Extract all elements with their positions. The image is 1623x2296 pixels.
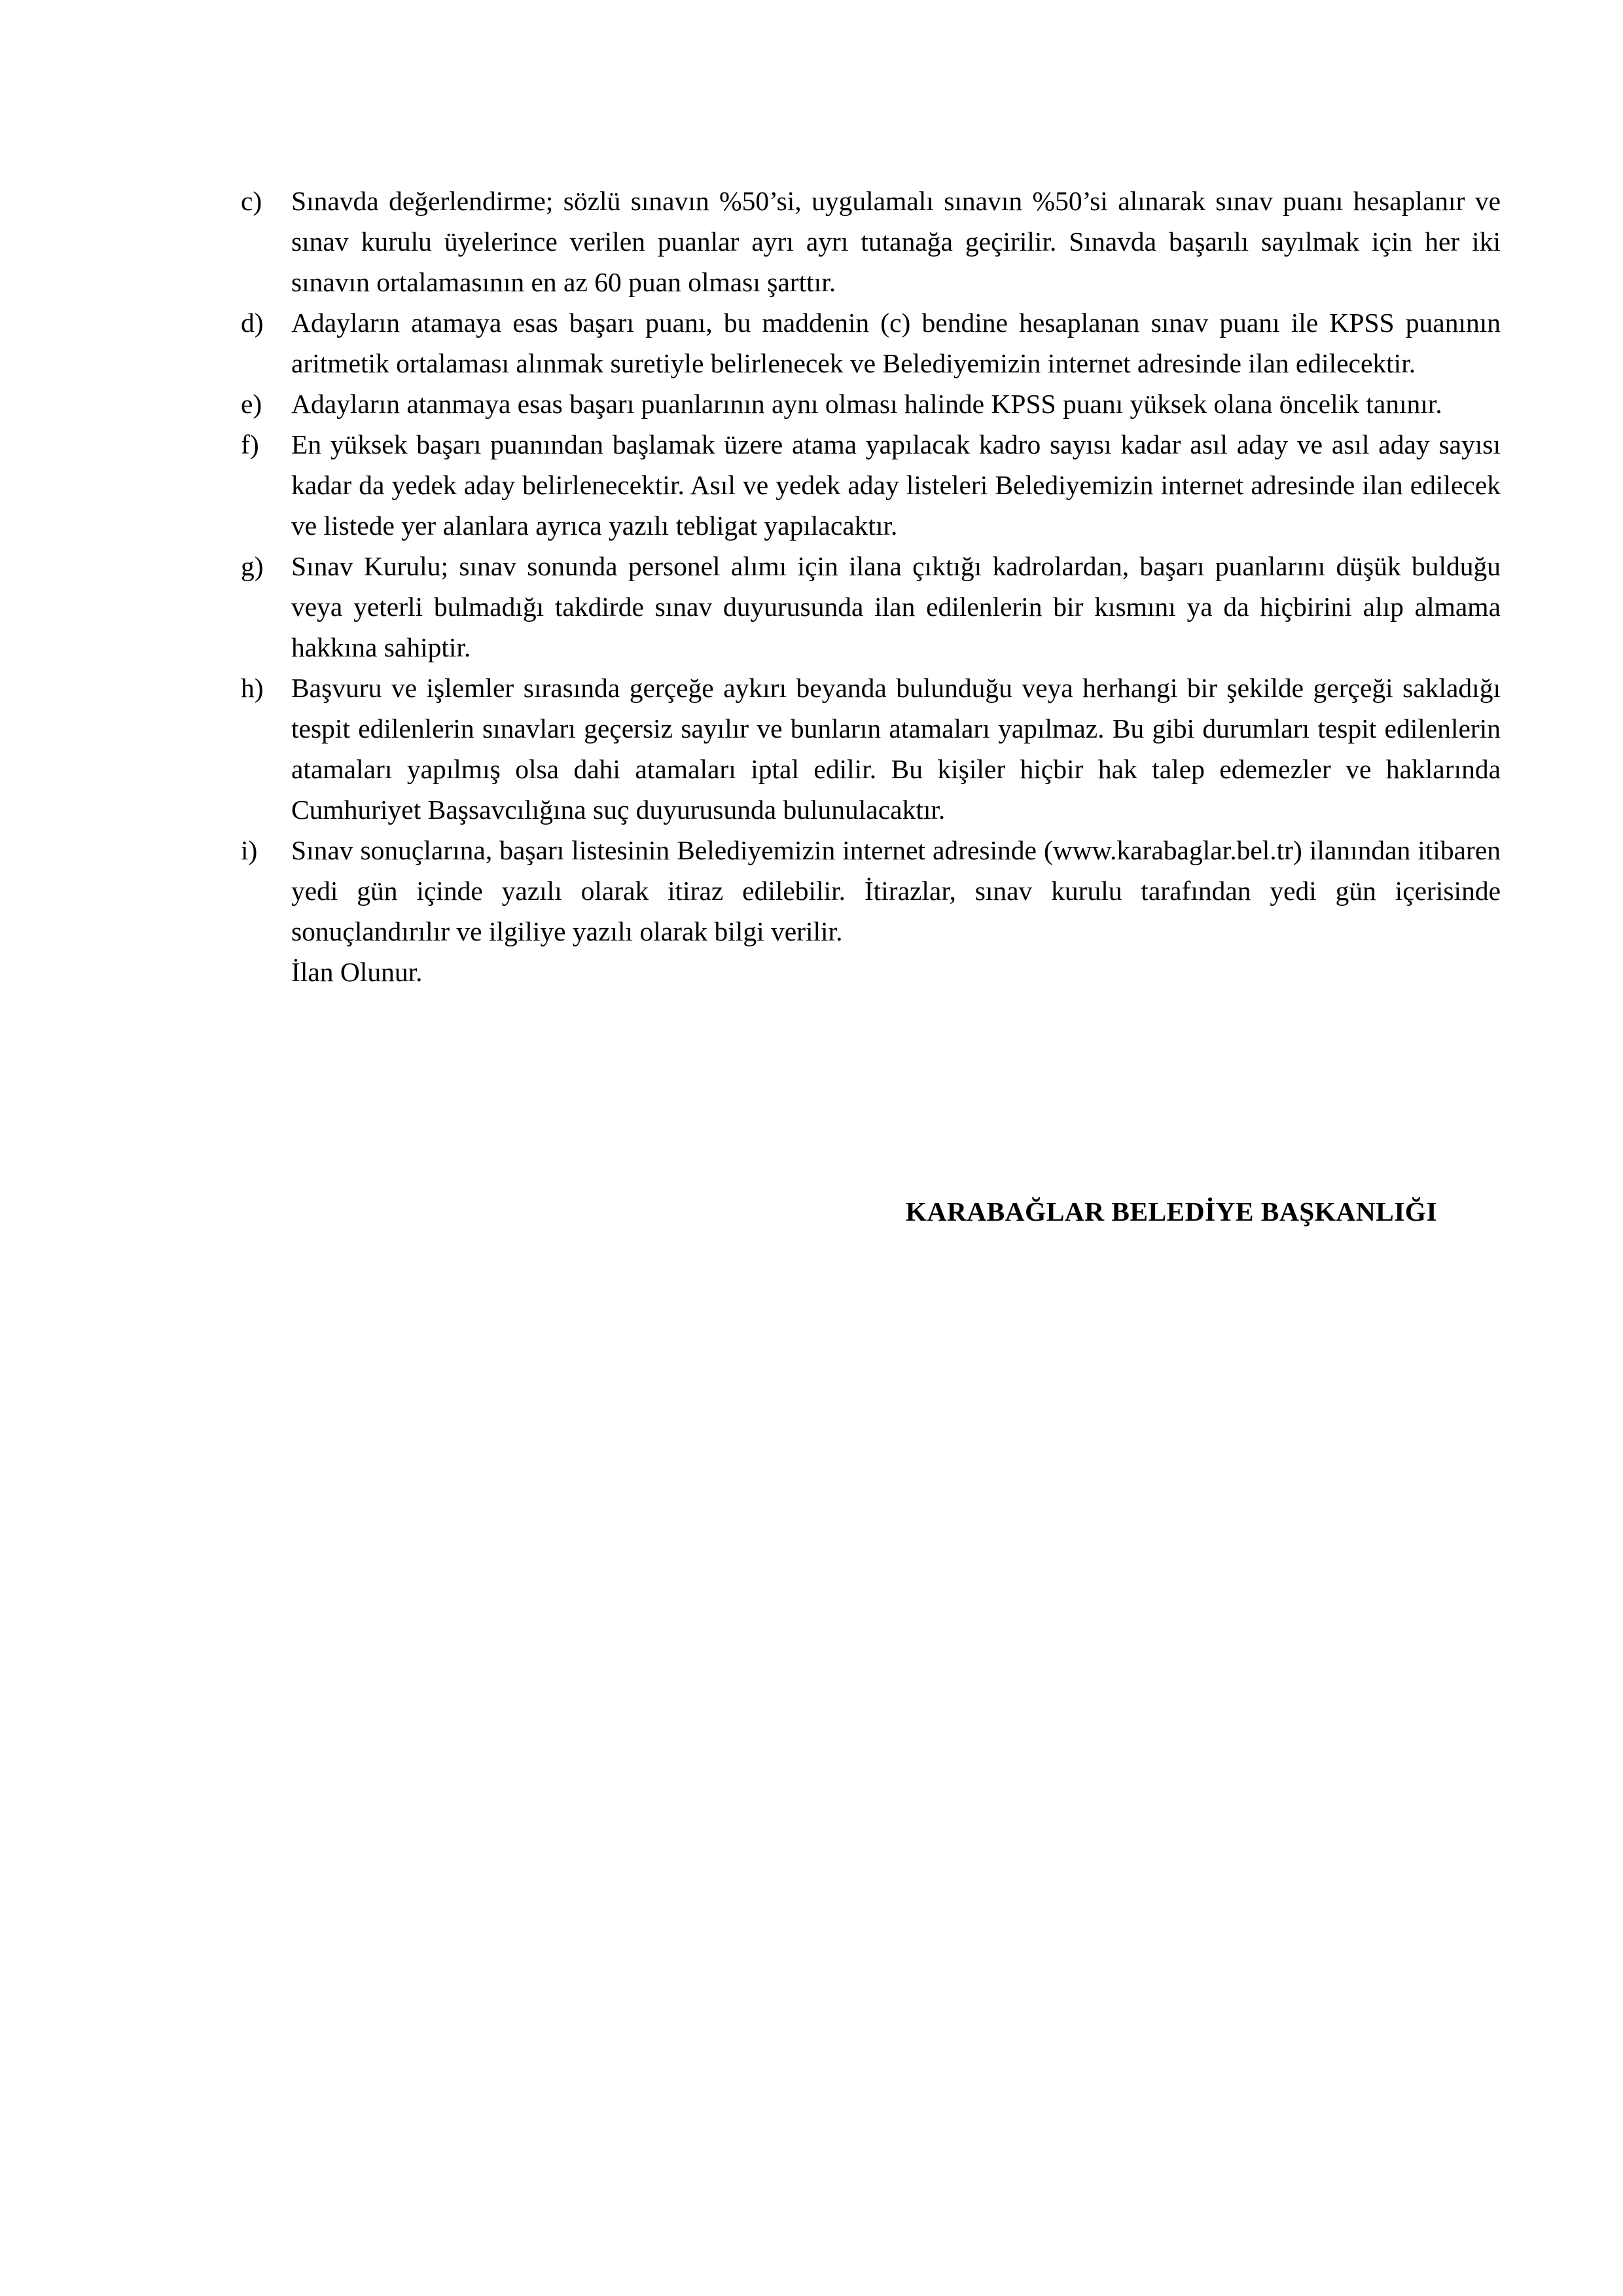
clause-item-d [241, 302, 1501, 384]
clause-text-e: Adayların atanmaya esas başarı puanlarının aynı olması halinde KPSS puanı yüksek olana öncelik tanınır. [291, 389, 1442, 419]
clause-marker-d: d) [241, 308, 264, 338]
clause-item-h [241, 668, 1501, 830]
signature-block [241, 1191, 1501, 1232]
clause-item-c [241, 181, 1501, 302]
clause-text-d: Adayların atamaya esas başarı puanı, bu maddenin (c) bendine hesaplanan sınav puanı ile KPSS puanının aritmetik ortalaması alınmak suretiyle belirlenecek ve Belediyemizin internet adresinde ilan edilecektir. [291, 308, 1501, 378]
clause-item-e [241, 384, 1501, 424]
clause-marker-e: e) [241, 389, 262, 419]
clause-list [241, 181, 1501, 952]
clause-text-c: Sınavda değerlendirme; sözlü sınavın %50’si, uygulamalı sınavın %50’si alınarak sınav puanı hesaplanır ve sınav kurulu üyelerince verilen puanlar ayrı ayrı tutanağa geçirilir. Sınavda başarılı sayılmak için her iki sınavın ortalamasının en az 60 puan olması şarttır. [291, 186, 1501, 297]
clause-item-i [241, 830, 1501, 952]
signature-authority: KARABAĞLAR BELEDİYE BAŞKANLIĞI [905, 1196, 1437, 1227]
clause-text-f: En yüksek başarı puanından başlamak üzere atama yapılacak kadro sayısı kadar asıl aday ve asıl aday sayısı kadar da yedek aday belirlenecektir. Asıl ve yedek aday listeleri Belediyemizin internet adresinde ilan edilecek ve listede yer alanlara ayrıca yazılı tebligat yapılacaktır. [291, 429, 1501, 541]
clause-item-f [241, 424, 1501, 546]
clause-text-h: Başvuru ve işlemler sırasında gerçeğe aykırı beyanda bulunduğu veya herhangi bir şekilde gerçeği sakladığı tespit edilenlerin sınavları geçersiz sayılır ve bunların atamaları yapılmaz. Bu gibi durumları tespit edilenlerin atamaları yapılmış olsa dahi atamaları iptal edilir. Bu kişiler hiçbir hak talep edemezler ve haklarında Cumhuriyet Başsavcılığına suç duyurusunda bulunulacaktır. [291, 673, 1501, 825]
document-body [241, 181, 1501, 992]
clause-marker-g: g) [241, 551, 264, 581]
clause-marker-i: i) [241, 835, 258, 865]
clause-text-i: Sınav sonuçlarına, başarı listesinin Belediyemizin internet adresinde (www.karabaglar.bel.tr) ilanından itibaren yedi gün içinde yazılı olarak itiraz edilebilir. İtirazlar, sınav kurulu tarafından yedi gün içerisinde sonuçlandırılır ve ilgiliye yazılı olarak bilgi verilir. [291, 835, 1501, 946]
clause-text-g: Sınav Kurulu; sınav sonunda personel alımı için ilana çıktığı kadrolardan, başarı puanlarını düşük bulduğu veya yeterli bulmadığı takdirde sınav duyurusunda ilan edilenlerin bir kısmını ya da hiçbirini alıp almama hakkına sahiptir. [291, 551, 1501, 662]
clause-marker-c: c) [241, 186, 262, 216]
clause-item-g [241, 546, 1501, 668]
clause-marker-h: h) [241, 673, 264, 703]
clause-marker-f: f) [241, 429, 259, 459]
closing-line: İlan Olunur. [291, 957, 423, 987]
